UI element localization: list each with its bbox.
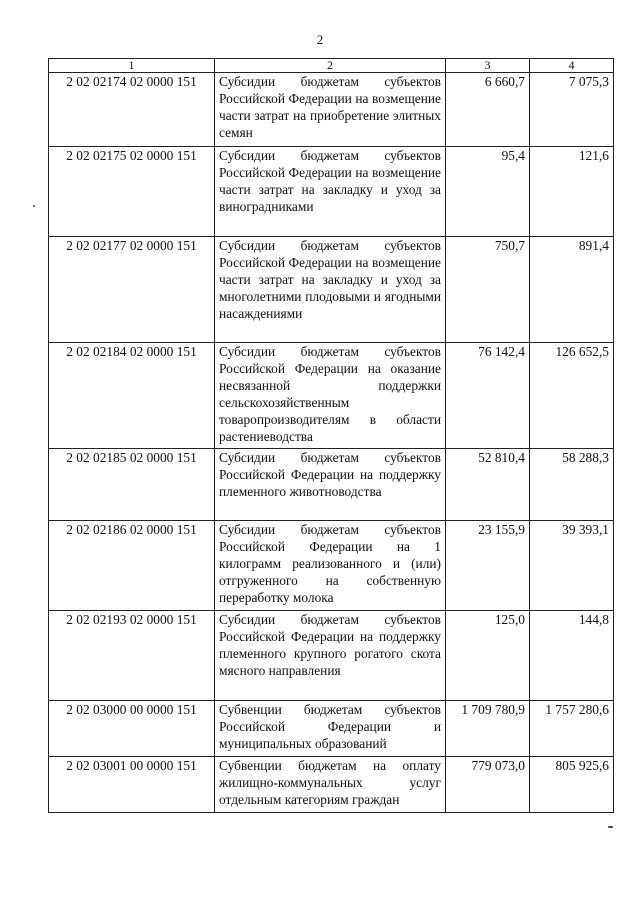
value-col-3: 1 709 780,9 bbox=[446, 701, 530, 757]
table-row bbox=[49, 343, 614, 449]
value-col-3: 76 142,4 bbox=[446, 343, 530, 449]
header-row bbox=[49, 59, 614, 73]
budget-code: 2 02 02185 02 0000 151 bbox=[49, 449, 215, 521]
table-row bbox=[49, 73, 614, 147]
income-name: Субвенции бюджетам на оплату жилищно-коммунальных услуг отдельным категориям граждан bbox=[215, 757, 446, 813]
value-col-3: 750,7 bbox=[446, 237, 530, 343]
value-col-3: 23 155,9 bbox=[446, 521, 530, 611]
value-col-4: 1 757 280,6 bbox=[530, 701, 614, 757]
value-col-4: 805 925,6 bbox=[530, 757, 614, 813]
income-name: Субсидии бюджетам субъектов Российской Федерации на возмещение части затрат на закладку и уход за многолетними плодовыми и ягодными насаждениями bbox=[215, 237, 446, 343]
table-row bbox=[49, 701, 614, 757]
income-name: Субсидии бюджетам субъектов Российской Федерации на возмещение части затрат на приобретение элитных семян bbox=[215, 73, 446, 147]
budget-code: 2 02 02193 02 0000 151 bbox=[49, 611, 215, 701]
income-name: Субсидии бюджетам субъектов Российской Федерации на поддержку племенного крупного рогатого скота мясного направления bbox=[215, 611, 446, 701]
budget-code: 2 02 03001 00 0000 151 bbox=[49, 757, 215, 813]
value-col-3: 52 810,4 bbox=[446, 449, 530, 521]
value-col-4: 126 652,5 bbox=[530, 343, 614, 449]
column-header-2: 2 bbox=[215, 59, 446, 73]
budget-code: 2 02 03000 00 0000 151 bbox=[49, 701, 215, 757]
value-col-4: 121,6 bbox=[530, 147, 614, 237]
income-name: Субсидии бюджетам субъектов Российской Федерации на возмещение части затрат на закладку и уход за виноградниками bbox=[215, 147, 446, 237]
value-col-3: 779 073,0 bbox=[446, 757, 530, 813]
value-col-4: 7 075,3 bbox=[530, 73, 614, 147]
column-header-3: 3 bbox=[446, 59, 530, 73]
income-name: Субвенции бюджетам субъектов Российской Федерации и муниципальных образований bbox=[215, 701, 446, 757]
value-col-4: 891,4 bbox=[530, 237, 614, 343]
table-row bbox=[49, 757, 614, 813]
value-col-4: 58 288,3 bbox=[530, 449, 614, 521]
scan-speck bbox=[608, 826, 613, 828]
income-name: Субсидии бюджетам субъектов Российской Федерации на поддержку племенного животноводства bbox=[215, 449, 446, 521]
income-name: Субсидии бюджетам субъектов Российской Федерации на 1 килограмм реализованного и (или) отгруженного на собственную переработку молока bbox=[215, 521, 446, 611]
value-col-3: 95,4 bbox=[446, 147, 530, 237]
value-col-3: 125,0 bbox=[446, 611, 530, 701]
income-name: Субсидии бюджетам субъектов Российской Федерации на оказание несвязанной поддержки сельскохозяйственным товаропроизводителям в области растениеводства bbox=[215, 343, 446, 449]
page-number: 2 bbox=[316, 32, 324, 47]
table-row bbox=[49, 147, 614, 237]
budget-code: 2 02 02174 02 0000 151 bbox=[49, 73, 215, 147]
scan-speck bbox=[33, 205, 35, 207]
budget-code: 2 02 02184 02 0000 151 bbox=[49, 343, 215, 449]
table-row bbox=[49, 449, 614, 521]
column-header-4: 4 bbox=[530, 59, 614, 73]
value-col-4: 144,8 bbox=[530, 611, 614, 701]
table-row bbox=[49, 611, 614, 701]
value-col-4: 39 393,1 bbox=[530, 521, 614, 611]
table-row bbox=[49, 521, 614, 611]
budget-code: 2 02 02177 02 0000 151 bbox=[49, 237, 215, 343]
value-col-3: 6 660,7 bbox=[446, 73, 530, 147]
budget-table bbox=[48, 58, 614, 813]
budget-code: 2 02 02186 02 0000 151 bbox=[49, 521, 215, 611]
budget-code: 2 02 02175 02 0000 151 bbox=[49, 147, 215, 237]
table-row bbox=[49, 237, 614, 343]
column-header-1: 1 bbox=[49, 59, 215, 73]
